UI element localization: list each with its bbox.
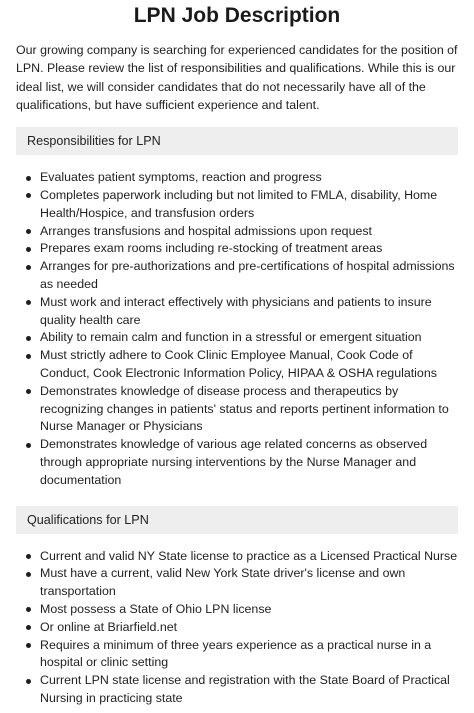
bullet-icon [26, 300, 31, 305]
responsibility-item [24, 294, 458, 330]
responsibility-item-text: Prepares exam rooms including re-stocking of treatment areas [40, 241, 383, 256]
responsibility-item-text: Must strictly adhere to Cook Clinic Employee Manual, Cook Code of Conduct, Cook Electronic Information Policy, HIPAA & OSHA regulations [40, 348, 437, 380]
bullet-icon [26, 643, 31, 648]
bullet-icon [26, 247, 31, 252]
bullet-icon [26, 176, 31, 181]
qualification-item-text: Requires a minimum of three years experience as a practical nurse in a hospital or clinic setting [40, 637, 432, 670]
page-title: LPN Job Description [133, 4, 341, 27]
responsibility-item-text: Completes paperwork including but not limited to FMLA, disability, Home Health/Hospice, and transfusion orders [40, 187, 438, 220]
qualification-item-text: Must have a current, valid New York State driver's license and own transportation [40, 566, 406, 599]
bullet-icon [26, 443, 31, 448]
responsibility-item-text: Arranges for pre-authorizations and pre-certifications of hospital admissions as needed [40, 259, 455, 291]
responsibility-item-text: Arranges transfusions and hospital admissions upon request [40, 223, 372, 238]
qualification-item-text: Current LPN state license and registration with the State Board of Practical Nursing in practicing state [40, 673, 450, 705]
responsibilities-header: Responsibilities for LPN [16, 127, 458, 155]
responsibility-item [24, 383, 458, 436]
qualification-item-text: Current and valid NY State license to practice as a Licensed Practical Nurse [40, 548, 458, 563]
qualification-item-text: Most possess a State of Ohio LPN license [40, 601, 272, 616]
qualification-item [24, 637, 458, 673]
responsibilities-list [16, 169, 458, 489]
intro-paragraph: Our growing company is searching for experienced candidates for the position of LPN. Please review the list of responsibilities and qualifications. While this is our ideal list, we will consider candidates that do not necessarily have all of the qualifications, but have sufficient experience and talent. [16, 43, 458, 112]
bullet-icon [26, 389, 31, 394]
responsibility-item [24, 169, 458, 187]
qualifications-list [16, 548, 458, 708]
responsibility-item-text: Must work and interact effectively with physicians and patients to insure quality health care [40, 294, 432, 327]
responsibility-item [24, 258, 458, 294]
bullet-icon [26, 625, 31, 630]
responsibility-item [24, 436, 458, 489]
qualification-item [24, 672, 458, 708]
qualification-item [24, 548, 458, 566]
bullet-icon [26, 193, 31, 198]
responsibility-item-text: Demonstrates knowledge of various age related concerns as observed through appropriate nursing interventions by the Nurse Manager and documentation [40, 437, 428, 487]
bullet-icon [26, 265, 31, 270]
responsibility-item [24, 347, 458, 383]
responsibility-item-text: Ability to remain calm and function in a stressful or emergent situation [40, 330, 422, 345]
qualification-item [24, 601, 458, 619]
bullet-icon [26, 554, 31, 559]
responsibility-item [24, 223, 458, 241]
qualification-item [24, 565, 458, 601]
bullet-icon [26, 229, 31, 234]
responsibility-item [24, 329, 458, 347]
qualifications-header: Qualifications for LPN [16, 506, 458, 534]
bullet-icon [26, 679, 31, 684]
responsibility-item-text: Demonstrates knowledge of disease process and therapeutics by recognizing changes in patients' status and reports pertinent information to Nurse Manager or Physicians [40, 383, 449, 434]
responsibility-item [24, 240, 458, 258]
qualification-item-text: Or online at Briarfield.net [40, 619, 178, 634]
qualification-item [24, 619, 458, 637]
bullet-icon [26, 336, 31, 341]
bullet-icon [26, 572, 31, 577]
responsibility-item-text: Evaluates patient symptoms, reaction and progress [40, 170, 322, 185]
bullet-icon [26, 607, 31, 612]
bullet-icon [26, 354, 31, 359]
responsibility-item [24, 187, 458, 223]
